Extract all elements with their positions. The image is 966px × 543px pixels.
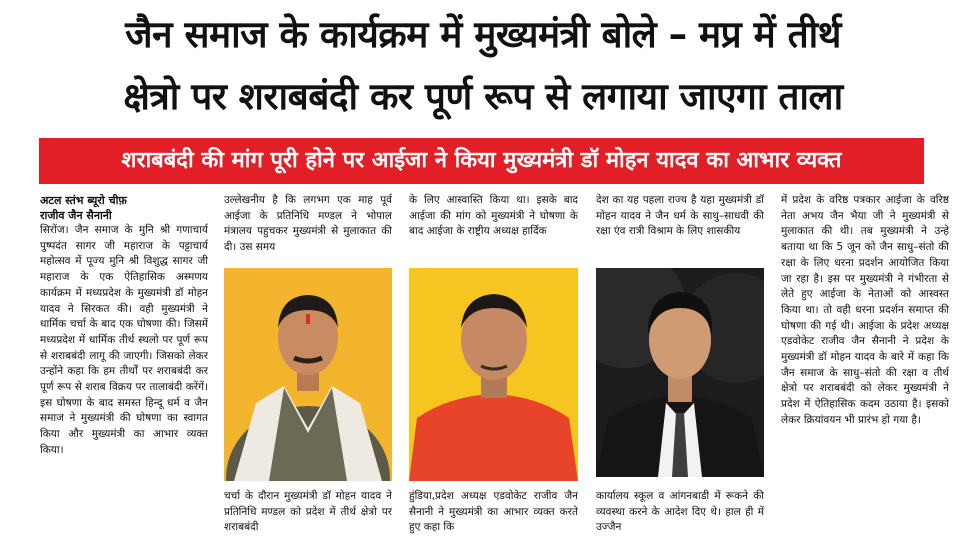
article-text-col-5: में प्रदेश के वरिष्ठ पत्रकार आईजा के वरिष्ठ नेता अभय जैन भैया जी ने मुख्यमंत्री से मुलाकात की थी। तब मुख्यमंत्री ने उन्हे बताया था कि 5 जून को जैन साधु–संतो की रक्षा के लिए धरना प्रदर्शन आयोजित किया जा रहा है। इस पर मुख्यमंत्री ने गंभीरता से लेते हुए आईजा के नेताओं को आस्वस्त किया था। तो वही धरना प्रदर्शन समाप्त की घोषणा की गई थी। आईजा के प्रदेश अध्यक्ष एडवोकेट राजीव जैन सैनानी ने प्रदेश के मुख्यमंत्री डॉ मोहन यादव के बारे में कहा कि जैन समाज के साधु–संतो की रक्षा व तीर्थ क्षेत्रो पर शराबबंदी को लेकर मुख्यमंत्री ने प्रदेश में ऐतिहासिक कदम उठाया है। इसको लेकर क्रियांवयन भी प्रारंभ हो गया है।	[781, 194, 949, 426]
man-in-suit-photo	[596, 268, 764, 477]
article-text-col-3-bottom: हुंडिया,प्रदेश अध्यक्ष एडवोकेट राजीव जैन सैनानी ने मुख्यमंत्री का आभार व्यक्त करते हुए कहा कि	[409, 490, 578, 534]
byline-author: राजीव जैन सैनानी	[40, 209, 112, 222]
article-text-col-2-top: उल्लेखनीय है कि लगभग एक माह पूर्व आईजा के प्रतिनिधि मण्डल ने भोपाल मंत्रालय पहुचकर मुख्यमंत्री से मुलाकात की दी। उस समय	[224, 194, 392, 254]
byline-title: अटल स्तंभ ब्यूरो चीफ़	[40, 194, 127, 207]
article-column-2-bottom	[224, 489, 392, 543]
article-column-5	[781, 193, 949, 543]
article-column-1	[40, 193, 208, 543]
article-text-col-2-bottom: चर्चा के दौरान मुख्यमंत्री डॉ मोहन यादव ने प्रतिनिधि मण्डल को प्रदेश में तीर्थ क्षेत्रो पर शराबबंदी	[224, 490, 392, 534]
article-column-4-top	[596, 193, 764, 259]
article-column-3-top	[409, 193, 578, 259]
article-text-col-3-top: के लिए आस्वास्ति किया था। इसके बाद आईजा की मांग को मुख्यमंत्री ने घोषणा के बाद आईजा के राष्ट्रीय अध्यक्ष हार्दिक	[409, 194, 578, 238]
subheadline-banner: शराबबंदी की मांग पूरी होने पर आईजा ने किया मुख्यमंत्री डॉ मोहन यादव का आभार व्यक्त	[39, 138, 924, 184]
article-column-4-bottom	[596, 489, 764, 543]
man-in-red-shirt-photo	[409, 268, 578, 481]
headline-line-1: जैन समाज के कार्यक्रम में मुख्यमंत्री बोले – मप्र में तीर्थ	[125, 13, 841, 56]
article-column-2-top	[224, 193, 392, 259]
headline-line-2: क्षेत्रो पर शराबबंदी कर पूर्ण रूप से लगाया जाएगा ताला	[123, 75, 843, 118]
article-text-col-4-top: देश का यह पहला राज्य है यहा मुख्यमंत्री डॉ मोहन यादव ने जैन धर्म के साधु–साधवी की रक्षा एंव रात्री विश्राम के लिए शासकीय	[596, 194, 764, 238]
article-text-col-4-bottom: कार्यालय स्कूल व आंगनबाडी में रूकने की व्यवस्था करने के आदेश दिए थे। हाल ही में उज्जैन	[596, 490, 764, 534]
cm-mohan-yadav-photo	[224, 268, 392, 481]
article-text-col-1: सिरोंज। जैन समाज के मुनि श्री गणाचार्य पुष्पदंत सागर जी महाराज के पट्टाचार्य महोत्सव में पूज्य मुनि श्री विशुद्ध सागर जी महाराज के एक ऐतिहासिक अस्मणय कार्यक्रम में मध्यप्रदेश के मुख्यमंत्री डॉ मोहन यादव ने सिरकत की। वही मुख्यमंत्री ने धार्मिक चर्चा के बाद एक घोषणा की। जिसमें मध्यप्रदेश में धार्मिक तीर्थ स्थलो पर पूर्ण रूप से शराबबंदी लागू की जाएगी। जिसको लेकर उन्होंने कहा कि हम तीर्थों पर शराबबंदी कर पूर्ण रूप से शराब विक्रय पर तालाबंदी करेंगें। इस घोषणा के बाद समस्त हिन्दू धर्म व जैन समाज ने मुख्यमंत्री की घोषणा का स्वागत किया और मुख्यमंत्री का आभार व्यक्त किया।	[40, 224, 208, 456]
article-column-3-bottom	[409, 489, 578, 543]
